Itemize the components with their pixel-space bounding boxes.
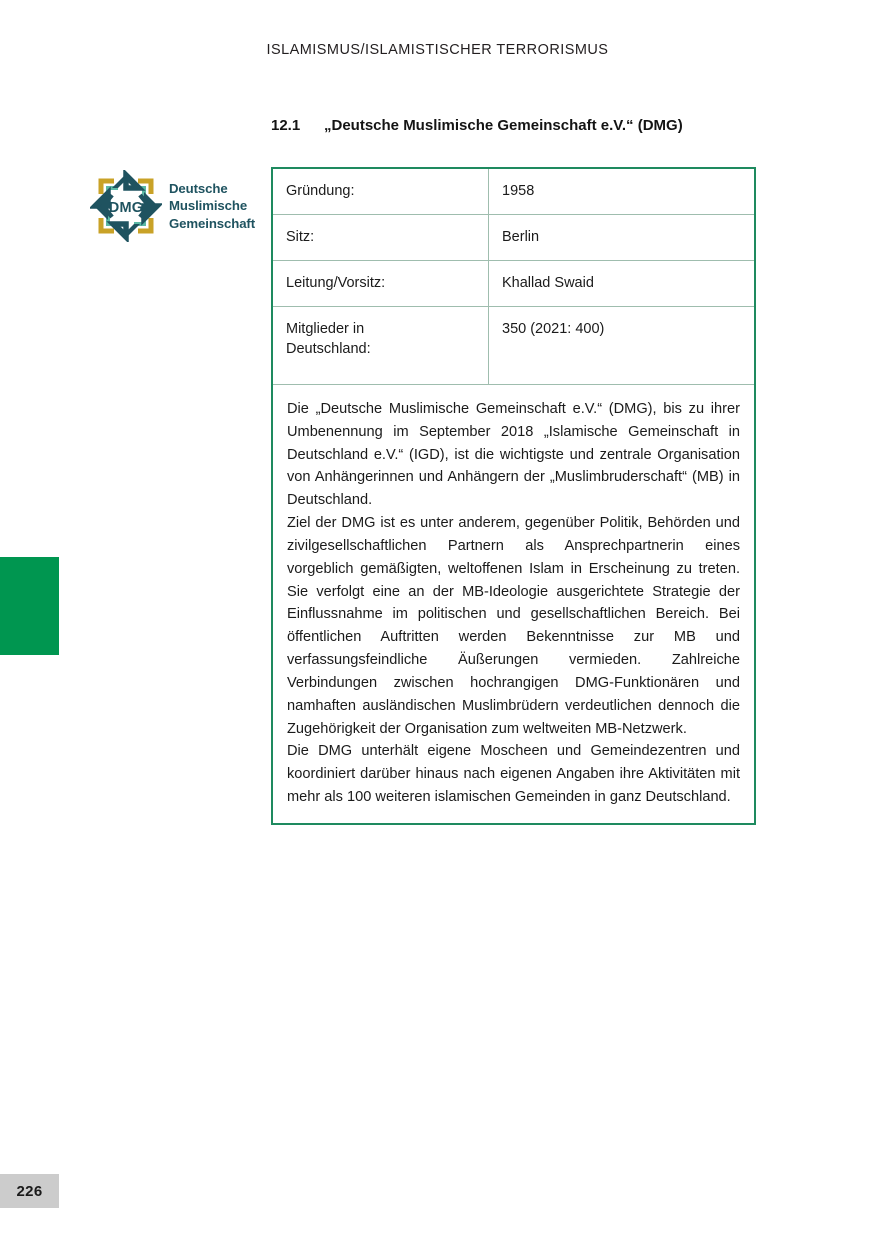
table-row (273, 215, 754, 261)
fact-value: 350 (2021: 400) (489, 307, 755, 385)
page-number: 226 (16, 1182, 43, 1200)
section-title: „Deutsche Muslimische Gemeinschaft e.V.“ (DMG) (324, 117, 683, 134)
page-number-box (0, 1174, 59, 1208)
organisation-logo (90, 168, 262, 244)
fact-value: Berlin (489, 215, 755, 261)
fact-key-line-2: Deutschland: (286, 341, 371, 357)
fact-table (273, 169, 754, 385)
fact-key: Sitz: (273, 215, 489, 261)
description-paragraph: Ziel der DMG ist es unter anderem, gegenüber Politik, Behörden und zivilgesellschaftlichen Partnern als Ansprechpartnerin eines vorgeblich gemäßigten, weltoffenen Islam in Erscheinung zu treten. Sie verfolgt eine an der MB-Ideologie ausgerichtete Strategie der Einflussnahme im politischen und gesellschaftlichen Bereich. Bei öffentlichen Auftritten werden Bekenntnisse zur MB und verfassungsfeindliche Äußerungen vermieden. Zahlreiche Verbindungen zwischen hochrangigen DMG-Funktionären und namhaften ausländischen Muslimbrüdern verdeutlichen dennoch die Zugehörigkeit der Organisation zum weltweiten MB-Netzwerk. (287, 515, 740, 737)
fact-key: Leitung/Vorsitz: (273, 261, 489, 307)
table-row (273, 169, 754, 215)
fact-key: Gründung: (273, 169, 489, 215)
running-head: ISLAMISMUS/ISLAMISTISCHER TERRORISMUS (266, 42, 609, 58)
chapter-margin-tab (0, 557, 59, 655)
organisation-fact-box (271, 167, 756, 825)
section-number: 12.1 (271, 117, 301, 134)
description-body (273, 385, 754, 823)
logo-word-line-1: Deutsche (169, 181, 228, 197)
table-row (273, 307, 754, 385)
fact-value: 1958 (489, 169, 755, 215)
fact-key (273, 307, 489, 385)
svg-text:DMG: DMG (108, 200, 144, 216)
page-title (271, 117, 683, 134)
logo-word-line-3: Gemeinschaft (169, 215, 256, 231)
table-row (273, 261, 754, 307)
logo-word-line-2: Muslimische (169, 198, 248, 214)
description-paragraph: Die DMG unterhält eigene Moscheen und Gemeindezentren und koordiniert darüber hinaus nach eigenen Angaben ihre Aktivitäten mit mehr als 100 weiteren islamischen Gemeinden in ganz Deutschland. (287, 743, 740, 806)
description-paragraph: Die „Deutsche Muslimische Gemeinschaft e.V.“ (DMG), bis zu ihrer Umbenennung im September 2018 „Islamische Gemeinschaft in Deutschland e.V.“ (IGD), ist die wichtigste und zentrale Organisation von Anhängerinnen und Anhängern der „Muslimbruderschaft“ (MB) in Deutschland. (287, 401, 740, 509)
fact-key-line-1: Mitglieder in (286, 321, 365, 337)
organisation-logo-wordmark (169, 180, 255, 231)
fact-value: Khallad Swaid (489, 261, 755, 307)
dmg-star-icon (90, 170, 162, 242)
